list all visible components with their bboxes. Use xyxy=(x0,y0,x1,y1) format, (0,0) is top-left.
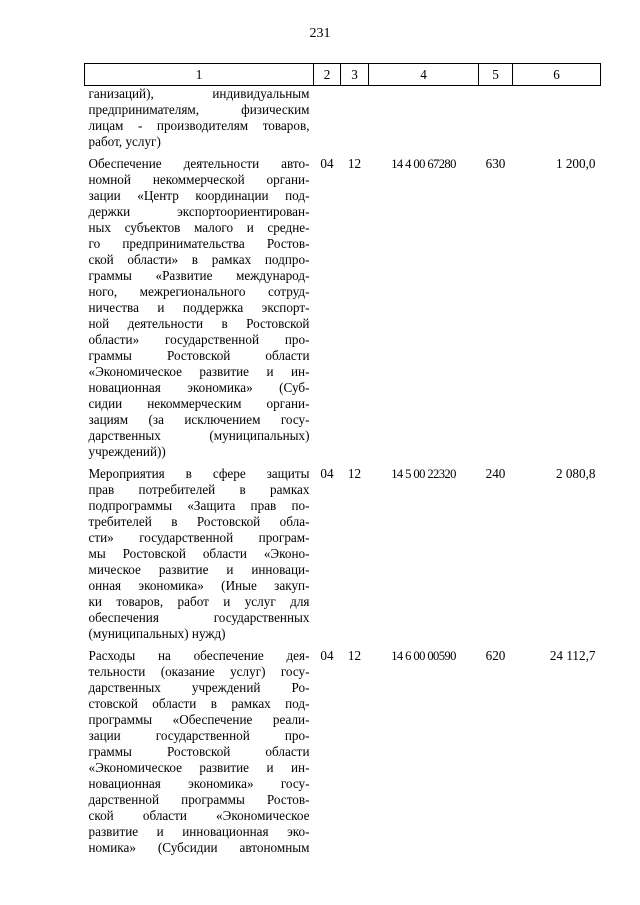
row-csr: 14 5 00 22320 xyxy=(391,467,456,481)
row-name-line: предпринимателям, физическим xyxy=(88,102,310,117)
header-row xyxy=(85,64,601,86)
row-name-line: «Экономическое развитие и ин- xyxy=(88,760,310,775)
row-name-line: прав потребителей в рамках xyxy=(88,482,310,497)
row-name-line: ганизаций), индивидуальным xyxy=(88,86,310,101)
row-name-cell xyxy=(85,156,314,466)
row-rz: 04 xyxy=(320,156,334,171)
row-name-line: Расходы на обеспечение дея- xyxy=(88,648,310,663)
row-name-line: дарственной программы Ростов- xyxy=(88,792,310,807)
column-header-2: 2 xyxy=(314,64,341,86)
column-header-5: 5 xyxy=(479,64,513,86)
row-name-line: ки товаров, работ и услуг для xyxy=(88,594,310,609)
row-name-line: Мероприятия в сфере защиты xyxy=(88,466,310,481)
row-name-line: номной некоммерческой органи- xyxy=(88,172,310,187)
row-name-line: сидии некоммерческим органи- xyxy=(88,396,310,411)
row-sum: 1 200,0 xyxy=(555,156,596,171)
row-name-cell xyxy=(85,466,314,648)
row-pr xyxy=(341,86,369,157)
row-name-line: области» государственной про- xyxy=(88,332,310,347)
row-name-line: граммы «Развитие международ- xyxy=(88,268,310,283)
row-name-line: го предпринимательства Ростов- xyxy=(88,236,310,251)
row-name-line: ного, межрегионального сотруд- xyxy=(88,284,310,299)
row-name-line: ных субъектов малого и средне- xyxy=(88,220,310,235)
row-name-line: дарственных учреждений Ро- xyxy=(88,680,310,695)
row-name-cell xyxy=(85,648,314,856)
row-sum xyxy=(513,86,601,157)
row-name-line: программы «Обеспечение реали- xyxy=(88,712,310,727)
row-name-line: новационная экономика» госу- xyxy=(88,776,310,791)
row-name-line: развитие и инновационная эко- xyxy=(88,824,310,839)
row-csr: 14 4 00 67280 xyxy=(391,157,456,171)
row-vr xyxy=(479,86,513,157)
row-sum: 2 080,8 xyxy=(555,466,596,481)
row-csr xyxy=(369,86,479,157)
row-name-line: (муниципальных) нужд) xyxy=(88,626,226,641)
column-header-6: 6 xyxy=(513,64,601,86)
row-vr: 240 xyxy=(485,466,506,481)
page-number: 231 xyxy=(309,26,331,41)
row-name-line: учреждений)) xyxy=(88,444,166,459)
row-name-line: держки экспортоориентирован- xyxy=(88,204,310,219)
row-name-line: зации государственной про- xyxy=(88,728,310,743)
row-name-line: граммы Ростовской области xyxy=(88,348,310,363)
row-rz xyxy=(314,86,341,157)
row-vr: 620 xyxy=(485,648,506,663)
row-pr: 12 xyxy=(347,466,362,481)
row-pr: 12 xyxy=(347,648,362,663)
row-name-line: требителей в Ростовской обла- xyxy=(88,514,310,529)
budget-table xyxy=(84,63,601,856)
row-name-line: дарственных (муниципальных) xyxy=(88,428,310,443)
row-rz: 04 xyxy=(320,648,334,663)
row-pr: 12 xyxy=(347,156,362,171)
table-row xyxy=(85,86,601,157)
column-header-3: 3 xyxy=(341,64,369,86)
row-name-line: ничества и поддержка экспорт- xyxy=(88,300,310,315)
row-rz: 04 xyxy=(320,466,334,481)
row-sum: 24 112,7 xyxy=(549,648,596,663)
row-name-line: зации «Центр координации под- xyxy=(88,188,310,203)
row-name-line: «Экономическое развитие и ин- xyxy=(88,364,310,379)
table-row xyxy=(85,648,601,856)
table-row xyxy=(85,156,601,466)
row-name-line: тельности (оказание услуг) госу- xyxy=(88,664,310,679)
column-header-4: 4 xyxy=(369,64,479,86)
row-name-line: ной деятельности в Ростовской xyxy=(88,316,310,331)
row-name-line: работ, услуг) xyxy=(88,134,161,149)
table-row xyxy=(85,466,601,648)
row-name-line: подпрограммы «Защита прав по- xyxy=(88,498,310,513)
row-name-line: лицам - производителям товаров, xyxy=(88,118,310,133)
row-name-line: стовской области в рамках под- xyxy=(88,696,310,711)
row-name-line: Обеспечение деятельности авто- xyxy=(88,156,310,171)
row-vr: 630 xyxy=(485,156,506,171)
row-name-line: ской области» в рамках подпро- xyxy=(88,252,310,267)
row-name-line: граммы Ростовской области xyxy=(88,744,310,759)
row-name-line: мы Ростовской области «Эконо- xyxy=(88,546,310,561)
row-csr: 14 6 00 00590 xyxy=(391,649,456,663)
row-name-line: номика» (Субсидии автономным xyxy=(88,840,310,855)
row-name-line: онная экономика» (Иные закуп- xyxy=(88,578,310,593)
row-name-line: ской области «Экономическое xyxy=(88,808,310,823)
row-name-line: мическое развитие и инноваци- xyxy=(88,562,310,577)
column-header-1: 1 xyxy=(85,64,314,86)
row-name-line: обеспечения государственных xyxy=(88,610,310,625)
row-name-line: новационная экономика» (Суб- xyxy=(88,380,310,395)
row-name-line: зациям (за исключением госу- xyxy=(88,412,310,427)
row-name-line: сти» государственной програм- xyxy=(88,530,310,545)
row-name-cell xyxy=(85,86,314,157)
